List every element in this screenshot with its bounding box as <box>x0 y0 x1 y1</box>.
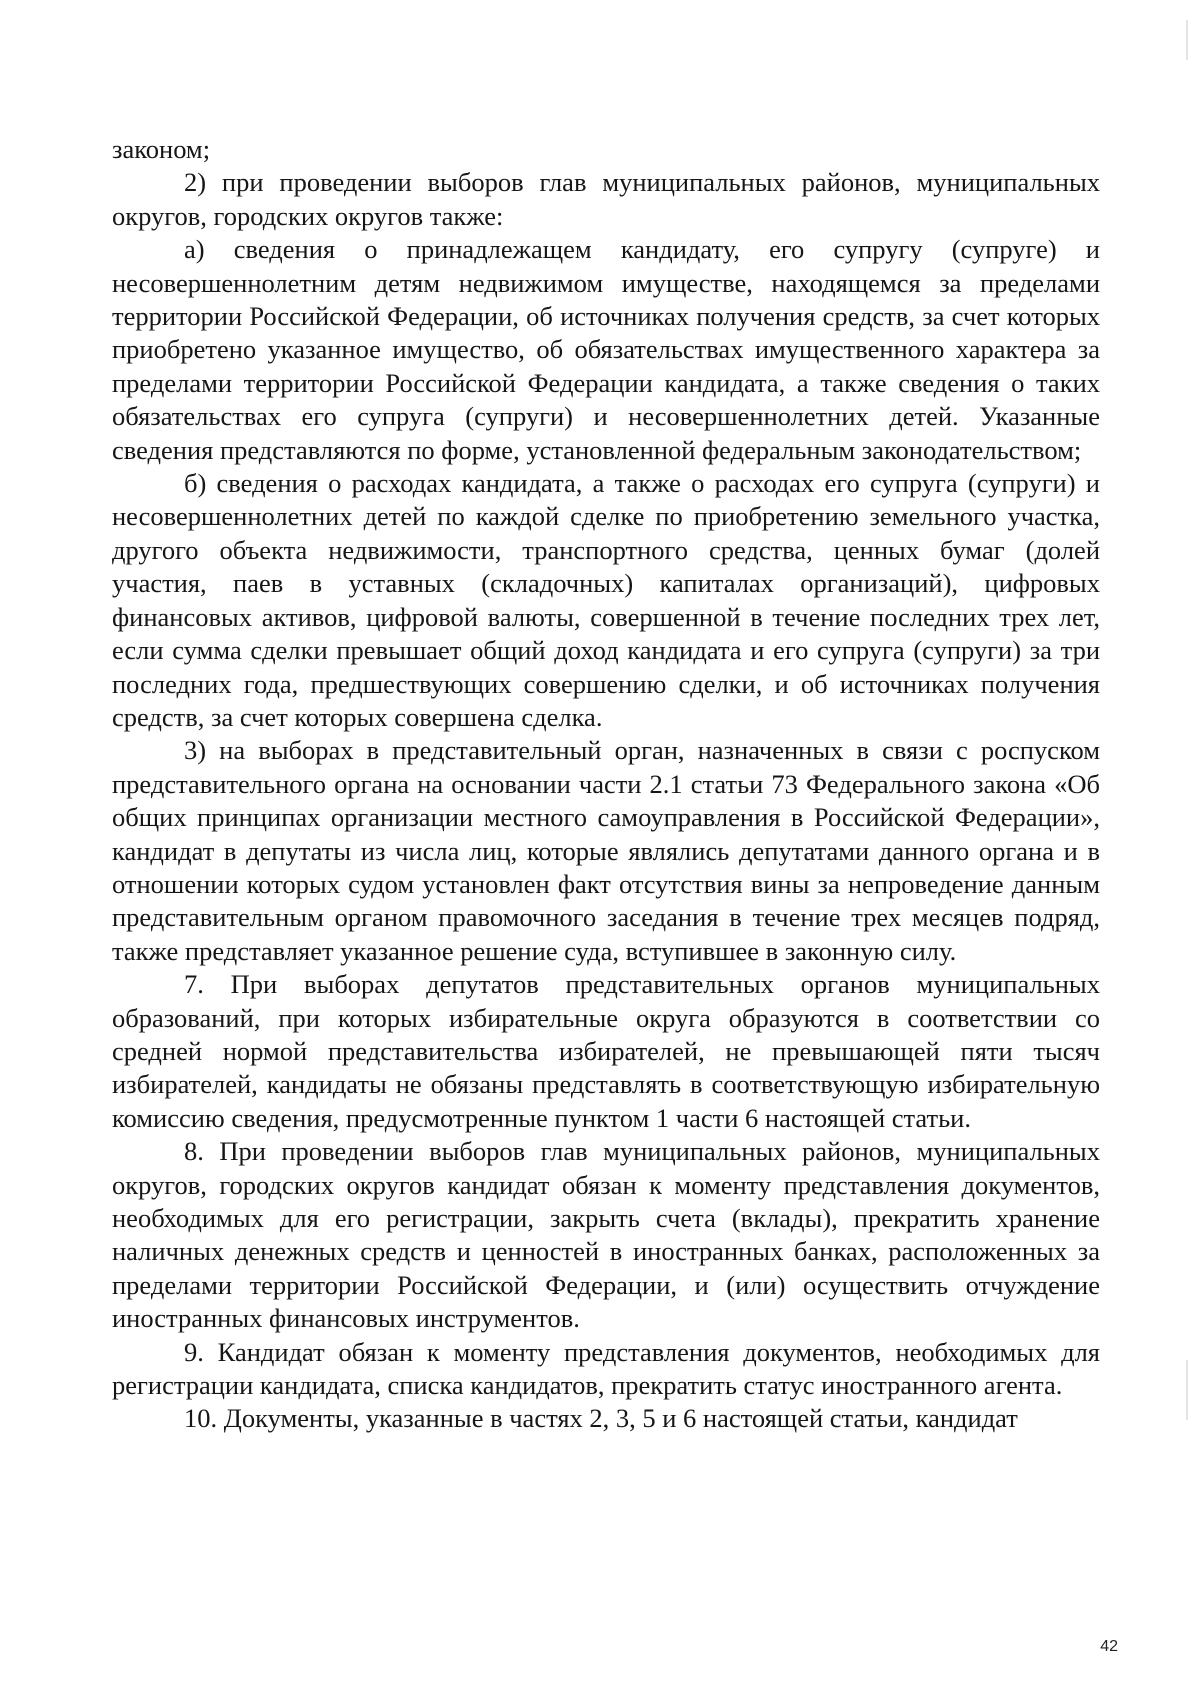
paragraph-continuation: законом; <box>112 134 211 164</box>
paragraph-item-3: 3) на выборах в представительный орган, назначенных в связи с роспуском представительного органа на основании части 2.1 статьи 73 Федерального закона «Об общих принципах организации местного самоуправления в Российской Федерации», кандидат в депутаты из числа лиц, которые являлись депутатами данного органа и в отношении которых судом установлен факт отсутствия вины за непроведение данным представительным органом правомочного заседания в течение трех месяцев подряд, также представляет указанное решение суда, вступившее в законную силу. <box>112 735 1100 966</box>
paragraph-item-2b: б) сведения о расходах кандидата, а также о расходах его супруга (супруги) и несовершеннолетних детей по каждой сделке по приобретению земельного участка, другого объекта недвижимости, транспортного средства, ценных бумаг (долей участия, паев в уставных (складочных) капиталах организаций), цифровых финансовых активов, цифровой валюты, совершенной в течение последних трех лет, если сумма сделки превышает общий доход кандидата и его супруга (супруги) за три последних года, предшествующих совершению сделки, и об источниках получения средств, за счет которых совершена сделка. <box>112 468 1100 732</box>
paragraph-part-7: 7. При выборах депутатов представительных органов муниципальных образований, при которых избирательные округа образуются в соответствии со средней нормой представительства избирателей, не превышающей пяти тысяч избирателей, кандидаты не обязаны представлять в соответствующую избирательную комиссию сведения, предусмотренные пунктом 1 части 6 настоящей статьи. <box>112 969 1100 1133</box>
page-number: 42 <box>1100 1638 1118 1655</box>
paragraph-item-2a: а) сведения о принадлежащем кандидату, его супругу (супруге) и несовершеннолетним детям недвижимом имуществе, находящемся за пределами территории Российской Федерации, об источниках получения средств, за счет которых приобретено указанное имущество, об обязательствах имущественного характера за пределами территории Российской Федерации кандидата, а также сведения о таких обязательствах его супруга (супруги) и несовершеннолетних детей. Указанные сведения представляются по форме, установленной федеральным законодательством; <box>112 234 1100 465</box>
paragraph-item-2: 2) при проведении выборов глав муниципальных районов, муниципальных округов, городских округов также: <box>112 167 1100 231</box>
scan-edge-mark <box>1186 1360 1188 1420</box>
paragraph-part-10: 10. Документы, указанные в частях 2, 3, 5 и 6 настоящей статьи, кандидат <box>184 1403 1018 1434</box>
document-body <box>112 133 1100 1436</box>
paragraph-part-9: 9. Кандидат обязан к моменту представления документов, необходимых для регистрации кандидата, списка кандидатов, прекратить статус иностранного агента. <box>112 1336 1100 1401</box>
scan-edge-mark <box>1186 20 1188 60</box>
paragraph-part-8: 8. При проведении выборов глав муниципальных районов, муниципальных округов, городских округов кандидат обязан к моменту представления документов, необходимых для его регистрации, закрыть счета (вклады), прекратить хранение наличных денежных средств и ценностей в иностранных банках, расположенных за пределами территории Российской Федерации, и (или) осуществить отчуждение иностранных финансовых инструментов. <box>112 1136 1100 1334</box>
